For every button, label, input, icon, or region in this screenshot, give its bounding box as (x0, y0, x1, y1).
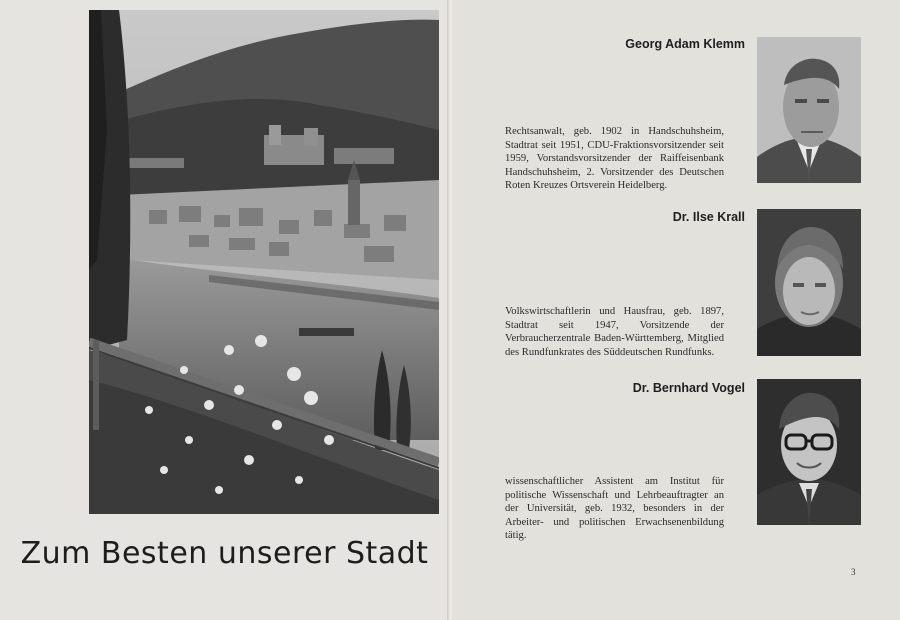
left-page (0, 0, 449, 620)
portrait-krall (757, 209, 861, 356)
portrait-vogel (757, 379, 861, 525)
page-title: Zum Besten unserer Stadt (20, 536, 429, 571)
person-name-vogel: Dr. Bernhard Vogel (632, 381, 745, 395)
person-bio-vogel: wissenschaftlicher Assistent am Institut für politische Wissenschaft und Lehrbeauftragter an der Universität, geb. 1932, besonders in der Arbeiter- und politischen Erwachsenenbildung tätig. (505, 476, 724, 542)
person-name-krall: Dr. Ilse Krall (672, 210, 745, 224)
page-number: 3 (851, 567, 856, 577)
heidelberg-photo (89, 10, 439, 514)
portrait-klemm (757, 37, 861, 183)
person-bio-klemm: Rechtsanwalt, geb. 1902 in Handschuhsheim, Stadtrat seit 1951, CDU-Fraktionsvorsitzender seit 1959, Vorstandsvorsitzender der Raiffeisenbank Handschuhsheim, 2. Vorsitzender des Deutschen Roten Kreuzes Ortsverein Heidelberg. (505, 126, 724, 192)
person-bio-krall: Volkswirtschaftlerin und Hausfrau, geb. 1897, Stadtrat seit 1947, Vorsitzende der Verbraucherzentrale Baden-Württemberg, Mitglied des Rundfunkrates des Süddeutschen Rundfunks. (505, 306, 724, 358)
person-name-klemm: Georg Adam Klemm (625, 37, 745, 51)
